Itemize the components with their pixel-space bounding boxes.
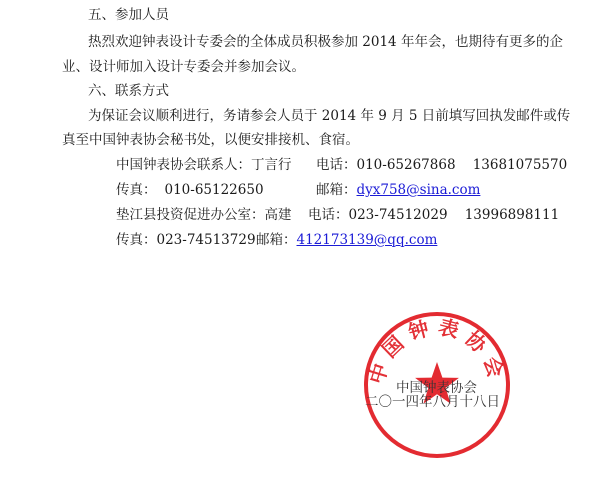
section-6-paragraph-line-2: 真至中国钟表协会秘书处，以便安排接机、食宿。: [62, 132, 359, 148]
fax-label: 传真：: [116, 182, 157, 198]
fax-label: 传真：: [116, 232, 157, 248]
fax-value: 010-65122650: [164, 182, 264, 198]
email-label: 邮箱：: [256, 232, 297, 248]
email-label: 邮箱：: [316, 182, 357, 198]
contact-1-fax: [116, 181, 264, 199]
contact-1-phone: [316, 156, 567, 174]
contact-1-org-person: 中国钟表协会联系人：丁言行: [116, 157, 292, 173]
phone-label: 电话：: [308, 207, 349, 223]
contact-2-org-person: 垫江县投资促进办公室：高建: [116, 207, 292, 223]
section-5-paragraph-line-2: 业、设计师加入设计专委会并参加会议。: [62, 59, 305, 75]
contact-1-email: [316, 181, 480, 199]
signature-date: 二〇一四年八月十八日: [365, 394, 500, 410]
phone-value: 023-74512029 13996898111: [348, 207, 560, 223]
contact-2-phone: [308, 206, 559, 224]
fax-value: 023-74513729: [156, 232, 256, 248]
section-5-heading: 五、参加人员: [88, 7, 169, 23]
email-link[interactable]: 412173139@qq.com: [296, 232, 438, 248]
phone-label: 电话：: [316, 157, 357, 173]
section-6-heading: 六、联系方式: [88, 83, 169, 99]
signature-organization: 中国钟表协会: [396, 380, 477, 396]
contact-2-email: [256, 231, 437, 249]
section-6-paragraph-line-1: 为保证会议顺利进行，务请参会人员于 2014 年 9 月 5 日前填写回执发邮件或传: [88, 108, 571, 124]
phone-value: 010-65267868 13681075570: [356, 157, 568, 173]
seal-text: 中国钟表协会: [364, 314, 510, 387]
contact-2-fax: [116, 231, 256, 249]
section-5-paragraph-line-1: 热烈欢迎钟表设计专委会的全体成员积极参加 2014 年年会，也期待有更多的企: [88, 34, 563, 50]
email-link[interactable]: dyx758@sina.com: [356, 182, 481, 198]
